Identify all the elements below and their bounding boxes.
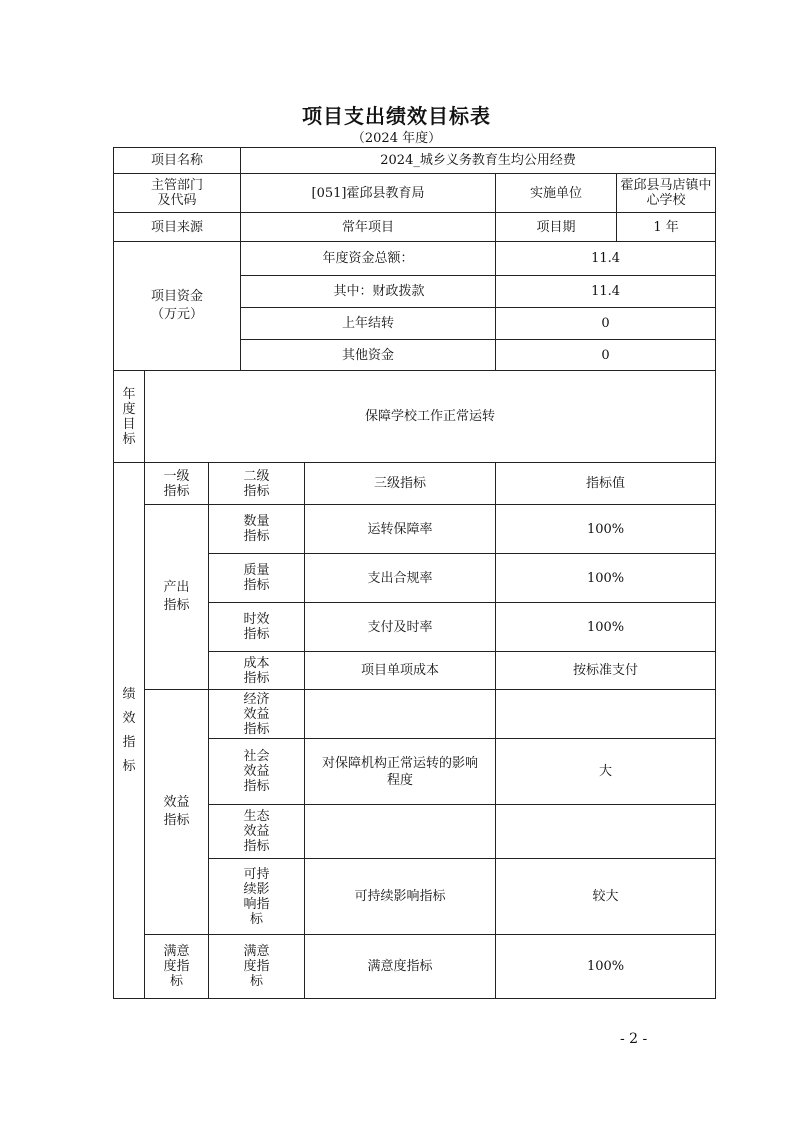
indicator-value: 按标准支付	[496, 652, 716, 690]
implementing-unit-label: 实施单位	[496, 174, 617, 212]
indicator-l2: 满意 度指 标	[209, 935, 305, 999]
funds-total-value: 11.4	[496, 242, 716, 276]
output-indicators-label: 产出 指标	[145, 505, 209, 690]
project-period-label: 项目期	[496, 213, 617, 241]
page-subtitle: （2024 年度）	[351, 131, 442, 146]
implementing-unit-cell	[496, 174, 716, 213]
indicator-l3: 满意度指标	[305, 935, 496, 999]
funds-total-label: 年度资金总额：	[241, 242, 496, 276]
indicator-value: 100%	[496, 505, 716, 554]
annual-goal-label: 年 度 目 标	[114, 371, 145, 463]
funds-carryover-value: 0	[496, 308, 716, 340]
page-number: - 2 -	[620, 1031, 648, 1047]
indicator-l2: 时效 指标	[209, 603, 305, 652]
indicator-l3: 支出合规率	[305, 554, 496, 603]
indicator-value: 100%	[496, 554, 716, 603]
indicator-value: 100%	[496, 935, 716, 999]
project-period-cell	[496, 213, 716, 242]
indicator-value: 大	[496, 739, 716, 805]
funds-fiscal-value: 11.4	[496, 276, 716, 308]
indicator-l3: 可持续影响指标	[305, 859, 496, 935]
indicator-l3: 对保障机构正常运转的影响 程度	[305, 739, 496, 805]
annual-goal-value: 保障学校工作正常运转	[145, 371, 716, 463]
funds-fiscal-label: 其中：财政拨款	[241, 276, 496, 308]
page-title: 项目支出绩效目标表	[302, 104, 491, 128]
indicator-l2: 生态 效益 指标	[209, 805, 305, 859]
indicator-l2: 质量 指标	[209, 554, 305, 603]
project-source-label: 项目来源	[114, 213, 241, 242]
header-value: 指标值	[496, 463, 716, 505]
funds-other-value: 0	[496, 340, 716, 371]
header-level2: 二级 指标	[209, 463, 305, 505]
benefit-indicators-label: 效益 指标	[145, 690, 209, 935]
project-name-value: 2024_城乡义务教育生均公用经费	[241, 148, 716, 174]
header-level1: 一级 指标	[145, 463, 209, 505]
indicator-l3	[305, 805, 496, 859]
department-value: [051]霍邱县教育局	[241, 174, 496, 213]
performance-target-table	[113, 147, 716, 999]
department-label: 主管部门 及代码	[114, 174, 241, 213]
indicator-l3: 支付及时率	[305, 603, 496, 652]
project-funds-label: 项目资金 （万元）	[114, 242, 241, 371]
project-source-value: 常年项目	[241, 213, 496, 242]
funds-other-label: 其他资金	[241, 340, 496, 371]
satisfaction-indicators-label: 满意 度指 标	[145, 935, 209, 999]
indicator-value: 较大	[496, 859, 716, 935]
indicator-l3	[305, 690, 496, 739]
indicator-l3: 项目单项成本	[305, 652, 496, 690]
indicator-l3: 运转保障率	[305, 505, 496, 554]
indicator-l2: 经济 效益 指标	[209, 690, 305, 739]
indicator-l2: 成本 指标	[209, 652, 305, 690]
project-period-value: 1 年	[653, 219, 679, 235]
project-name-label: 项目名称	[114, 148, 241, 174]
indicator-l2: 数量 指标	[209, 505, 305, 554]
indicator-value	[496, 690, 716, 739]
indicator-value: 100%	[496, 603, 716, 652]
indicator-l2: 可持 续影 响指 标	[209, 859, 305, 935]
indicator-value	[496, 805, 716, 859]
implementing-unit-value: 霍邱县马店镇中心学校	[620, 178, 712, 208]
funds-carryover-label: 上年结转	[241, 308, 496, 340]
header-level3: 三级指标	[305, 463, 496, 505]
indicator-l2: 社会 效益 指标	[209, 739, 305, 805]
performance-indicators-label: 绩 效 指 标	[114, 463, 145, 999]
